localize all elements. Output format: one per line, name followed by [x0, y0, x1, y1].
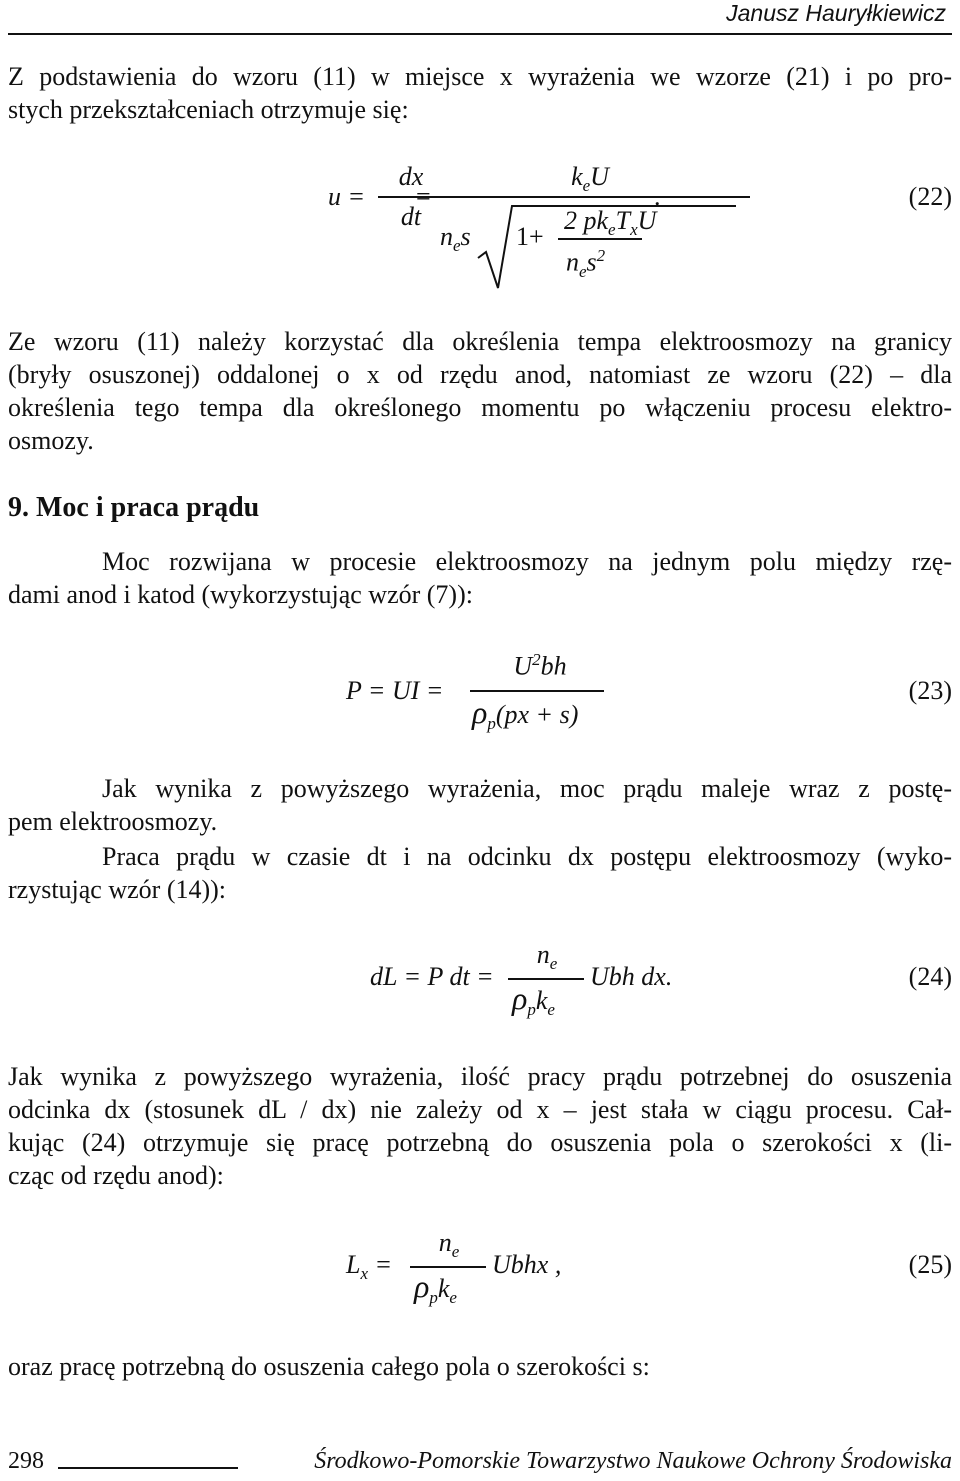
- sub-e: e: [549, 954, 558, 974]
- text-line: pem elektroosmozy.: [8, 807, 218, 836]
- sub-p: p: [527, 1000, 536, 1020]
- sym-2pk: 2 pk: [564, 206, 609, 235]
- sym-U: U: [637, 206, 657, 235]
- running-header: Janusz Hauryłkiewicz: [726, 0, 946, 26]
- eq-denominator: dt: [400, 202, 422, 231]
- sub-x: x: [360, 1264, 369, 1284]
- sub-e: e: [449, 1288, 457, 1308]
- text-line: odcinka dx (stosunek dL / dx) nie zależy od x – jest stała w ciągu procesu. Cał-: [8, 1095, 952, 1124]
- sub-x: x: [630, 220, 638, 240]
- sub-e: e: [453, 236, 461, 256]
- sym-U: U: [590, 162, 609, 191]
- paragraph-moc: [102, 545, 952, 578]
- equation-number-25: (25): [908, 1250, 952, 1279]
- eq-dot: .: [654, 182, 661, 211]
- sym-rho: ρ: [472, 694, 488, 730]
- eq-denominator: [512, 980, 555, 1020]
- eq-numerator: [412, 1228, 486, 1262]
- sym-k: k: [571, 162, 583, 191]
- eq-big-numerator: [520, 162, 660, 196]
- eq-sign: =: [416, 182, 431, 211]
- text-line: Praca prądu w czasie dt i na odcinku dx postępu elektroosmozy (wyko-: [102, 842, 952, 871]
- eq-denominator: [414, 1268, 457, 1308]
- text-line: (bryły osuszonej) oddalonej o x od rzędu anod, natomiast ze wzoru (22) – dla: [8, 360, 952, 389]
- sub-e: e: [608, 220, 616, 240]
- paragraph-final: [8, 1350, 952, 1383]
- sym-U: U: [513, 651, 533, 681]
- paragraph-tempo: [8, 325, 952, 457]
- eq-lhs: [346, 1250, 392, 1284]
- equation-23: [346, 650, 746, 740]
- sup-2: 2: [596, 246, 606, 265]
- text-line: osmozy.: [8, 426, 94, 455]
- sub-e: e: [547, 1000, 555, 1020]
- sym-rho: ρ: [512, 980, 528, 1016]
- eq-lhs: u =: [328, 182, 366, 211]
- sub-p: p: [487, 714, 496, 734]
- sym-k: k: [437, 1274, 450, 1303]
- text-line: oraz pracę potrzebną do osuszenia całego pola o szerokości s:: [8, 1352, 650, 1381]
- paragraph-praca: [102, 840, 952, 873]
- equation-22: [328, 162, 948, 292]
- paragraph-praca-cont: [8, 873, 952, 906]
- header-rule: [8, 33, 952, 35]
- sym-bh: bh: [540, 651, 567, 681]
- eq-lhs: dL = P dt =: [370, 962, 494, 991]
- big-fraction-bar: [438, 196, 750, 198]
- sym-T: T: [615, 206, 631, 235]
- sym-n: n: [566, 247, 579, 277]
- equation-number-22: (22): [908, 182, 952, 211]
- root-denominator: [566, 246, 605, 282]
- eq-tail: Ubhx ,: [492, 1250, 562, 1279]
- journal-name: Środkowo-Pomorskie Towarzystwo Naukowe Ochrony Środowiska: [314, 1448, 952, 1474]
- equation-24: [370, 940, 770, 1020]
- text-line: dami anod i katod (wykorzystując wzór (7)):: [8, 580, 473, 609]
- sub-e: e: [582, 176, 591, 196]
- sym-k: k: [535, 986, 548, 1015]
- text-line: Jak wynika z powyższego wyrażenia, ilość pracy prądu potrzebnej do osuszenia: [8, 1062, 952, 1091]
- sym-s: s: [586, 247, 597, 277]
- text-line: cząc od rzędu anod):: [8, 1161, 224, 1190]
- text-line: określenia tego tempa dla określonego momentu po włączeniu procesu elektro-: [8, 393, 952, 422]
- paragraph-intro: [8, 60, 952, 126]
- sym-rho: ρ: [414, 1268, 430, 1304]
- root-numerator: [564, 206, 656, 240]
- footer-rule: [58, 1467, 238, 1469]
- sym-n: n: [438, 1228, 452, 1257]
- den-nes: [440, 222, 471, 256]
- den-tail: (px + s): [495, 700, 579, 729]
- equation-number-24: (24): [908, 962, 952, 991]
- sup-2: 2: [532, 650, 541, 669]
- sub-p: p: [429, 1288, 438, 1308]
- eq-sign: =: [374, 1250, 393, 1279]
- eq-denominator: [472, 694, 578, 734]
- text-line: Jak wynika z powyższego wyrażenia, moc prądu maleje wraz z postę-: [102, 774, 952, 803]
- equation-number-23: (23): [908, 676, 952, 705]
- root-fraction-bar: [558, 238, 642, 240]
- paragraph-result: [102, 772, 952, 805]
- root-one: 1+: [516, 222, 544, 251]
- equation-25: [346, 1228, 746, 1308]
- text-line: kując (24) otrzymuje się pracę potrzebną do osuszenia pola o szerokości x (li-: [8, 1128, 952, 1157]
- text-line: rzystując wzór (14)):: [8, 875, 227, 904]
- eq-tail: Ubh dx.: [590, 962, 673, 991]
- eq-numerator: [470, 650, 610, 682]
- paragraph-result-cont: [8, 805, 952, 838]
- page-number: 298: [8, 1448, 44, 1474]
- sub-e: e: [451, 1242, 460, 1262]
- section-heading: 9. Moc i praca prądu: [8, 492, 260, 523]
- text-line: Moc rozwijana w procesie elektroosmozy na jednym polu między rzę-: [102, 547, 952, 576]
- sub-e: e: [579, 261, 587, 281]
- eq-numerator: dx: [398, 162, 424, 191]
- text-line: stych przekształceniach otrzymuje się:: [8, 95, 409, 124]
- eq-lhs: P = UI =: [346, 676, 444, 705]
- paragraph-moc-cont: [8, 578, 952, 611]
- text-line: Ze wzoru (11) należy korzystać dla określenia tempa elektroosmozy na granicy: [8, 327, 952, 356]
- eq-numerator: [510, 940, 584, 974]
- sym-n: n: [440, 222, 453, 251]
- sym-n: n: [536, 940, 550, 969]
- fraction-bar: [470, 690, 604, 692]
- sym-s: s: [460, 222, 471, 251]
- sym-L: L: [346, 1250, 361, 1279]
- text-line: Z podstawienia do wzoru (11) w miejsce x wyrażenia we wzorze (21) i po pro-: [8, 62, 952, 91]
- paragraph-conclusion: [8, 1060, 952, 1192]
- fraction-bar: [378, 196, 444, 198]
